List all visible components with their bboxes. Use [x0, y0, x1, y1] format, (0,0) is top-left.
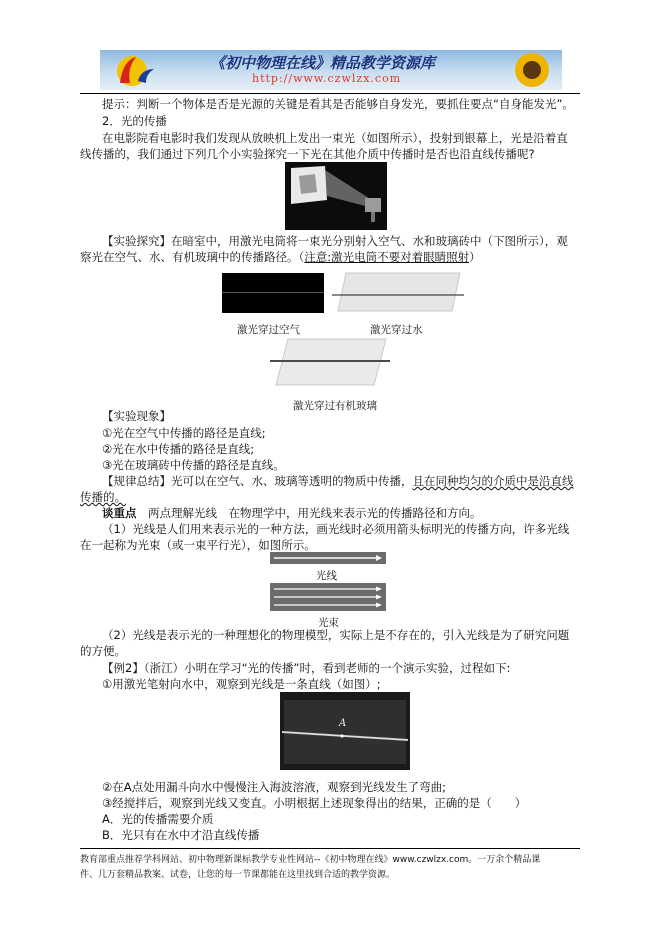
point-a-label: A	[339, 718, 347, 729]
phenomenon-item-1: ①光在空气中传播的路径是直线;	[102, 426, 266, 440]
intro-line-1: 在电影院看电影时我们发现从放映机上发出一束光（如图所示），投射到银幕上，光是沿着直	[102, 131, 568, 145]
phenomenon-label: 【实验现象】	[102, 409, 171, 423]
point1-line-2: 在一起称为光束（或一束平行光），如图所示。	[80, 538, 316, 552]
banner-url: http://www.czwlzx.com	[252, 72, 402, 85]
laser-glass-photo	[270, 337, 390, 389]
point1-line-1: （1）光线是人们用来表示光的一种方法，画光线时必须用箭头标明光的传播方向，许多光线	[102, 522, 570, 536]
rule-line-2: 传播的。	[80, 490, 126, 504]
caption-laser-water: 激光穿过水	[370, 324, 423, 336]
caption-beam: 光束	[318, 617, 339, 629]
section-heading: 2．光的传播	[102, 114, 167, 128]
caption-ray: 光线	[316, 570, 337, 582]
example-line-1: 【例2】（浙江）小明在学习“光的传播”时，看到老师的一个演示实验，过程如下:	[102, 661, 511, 675]
option-b: B．光只有在水中才沿直线传播	[102, 828, 260, 842]
ray-diagram	[270, 552, 386, 564]
header-banner	[100, 50, 562, 90]
caption-laser-air: 激光穿过空气	[237, 324, 300, 336]
difficulty-label: 谈重点	[102, 506, 137, 520]
banner-title: 《初中物理在线》精品教学资源库	[210, 54, 436, 72]
example-step-2: ②在A点处用漏斗向水中慢慢注入海波溶液，观察到光线发生了弯曲;	[102, 780, 447, 794]
point2-line-2: 的方便。	[80, 644, 126, 658]
logo-icon	[108, 53, 160, 87]
hint-text: 提示：判断一个物体是否是光源的关键是看其是否能够自身发光，要抓住要点“自身能发光”。	[102, 97, 574, 111]
phenomenon-item-3: ③光在玻璃砖中传播的路径是直线。	[102, 458, 285, 472]
experiment-line-1: 【实验探究】在暗室中，用激光电筒将一束光分别射入空气、水和玻璃砖中（下图所示），观	[102, 234, 568, 248]
header-rule	[80, 93, 580, 94]
rule-label: 【规律总结】	[102, 474, 171, 488]
example-label: 【例2】	[102, 661, 144, 675]
option-a: A．光的传播需要介质	[102, 812, 214, 826]
laser-air-photo	[222, 273, 324, 313]
difficulty-line: 谈重点 两点理解光线 在物理学中，用光线来表示光的传播路径和方向。	[102, 506, 482, 520]
footer-line-1: 教育部重点推荐学科网站、初中物理新课标教学专业性网站--《初中物理在线》www.czwlzx.com。一万余个精品课	[80, 855, 541, 865]
phenomenon-item-2: ②光在水中传播的路径是直线;	[102, 442, 255, 456]
sunflower-icon	[502, 50, 562, 90]
example-step-1: ①用激光笔射向水中，观察到光线是一条直线（如图）;	[102, 677, 381, 691]
water-tank-photo	[280, 692, 410, 770]
example-step-3: ③经搅拌后，观察到光线又变直。小明根据上述现象得出的结果，正确的是（ ）	[102, 796, 527, 810]
footer-rule	[80, 848, 580, 849]
experiment-line-2: 察光在空气、水、有机玻璃中的传播路径。（注意:激光电筒不要对着眼睛照射）	[80, 250, 481, 264]
laser-water-photo	[328, 265, 468, 319]
footer-line-2: 件、几万套精品教案、试卷，让您的每一节课都能在这里找到合适的教学资源。	[80, 870, 396, 880]
experiment-label: 【实验探究】	[102, 234, 171, 248]
beam-diagram	[270, 583, 386, 611]
intro-line-2: 线传播的，我们通过下列几个小实验探究一下光在其他介质中传播时是否也沿直线传播呢?	[80, 147, 535, 161]
safety-note: 注意:激光电筒不要对着眼睛照射	[304, 250, 470, 264]
point2-line-1: （2）光线是表示光的一种理想化的物理模型，实际上是不存在的，引入光线是为了研究问题	[102, 628, 570, 642]
rule-line-1: 【规律总结】光可以在空气、水、玻璃等透明的物质中传播，且在同种均匀的介质中是沿直线	[102, 474, 574, 488]
projector-photo	[285, 162, 387, 230]
caption-laser-glass: 激光穿过有机玻璃	[293, 400, 377, 412]
